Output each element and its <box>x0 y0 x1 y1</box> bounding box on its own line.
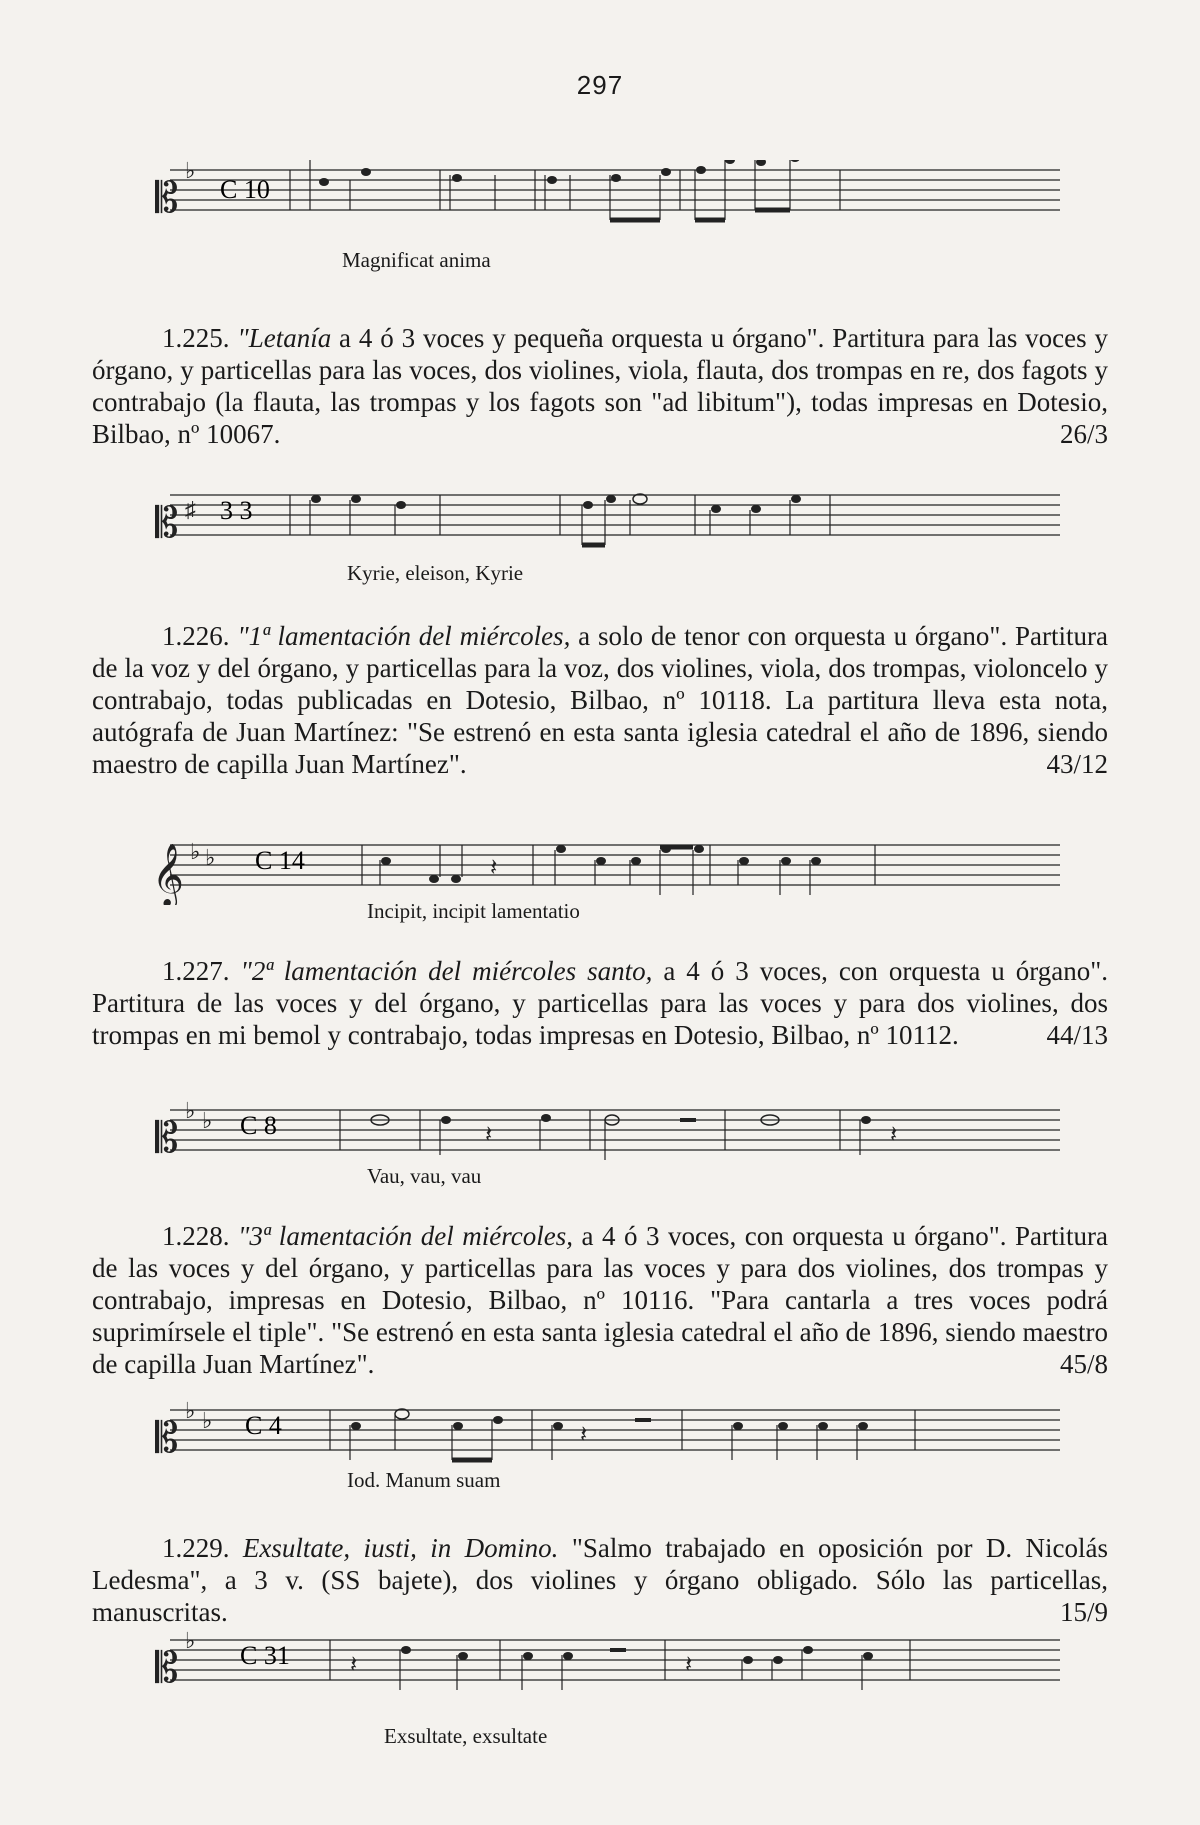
entry-code: 44/13 <box>1046 1020 1108 1050</box>
clef-code: C 4 <box>245 1411 282 1440</box>
entry-text: a 4 ó 3 voces, con orquesta u órgano". Partitura de las voces y del órgano, y particellas para las voces y para dos violines, dos trompas y contrabajo, impresas en Dotesio, Bilbao, nº 10116. "Para cantarla a tres voces podrá suprimírsele el tiple". "Se estrenó en esta santa iglesia catedral el año de 1896, siendo maestro de capilla Juan Martínez". <box>92 1221 1109 1379</box>
entry-text: a 4 ó 3 voces y pequeña orquesta u órgano". Partitura para las voces y órgano, y particellas para las voces, dos violines, viola, flauta, dos trompas en re, dos fagots y contrabajo (la flauta, las trompas y los fagots son "ad libitum"), todas impresas en Dotesio, Bilbao, nº 10067. <box>92 323 1108 449</box>
catalog-entry <box>92 322 1108 450</box>
staff-notation <box>150 160 1080 230</box>
incipit-caption: Exsultate, exsultate <box>384 1724 548 1748</box>
entry-number: 1.228. <box>162 1221 230 1251</box>
catalog-entry <box>92 955 1108 1051</box>
staff-notation <box>150 835 1080 905</box>
catalog-entry <box>92 1220 1108 1380</box>
svg-text:♭: ♭ <box>202 1108 213 1133</box>
clef-code: C 8 <box>240 1111 277 1140</box>
entry-number: 1.227. <box>162 956 230 986</box>
svg-text:𝄽: 𝄽 <box>485 1122 493 1148</box>
clef-code: 3 3 <box>220 496 253 525</box>
entry-title: "1ª lamentación del miércoles, <box>237 621 571 651</box>
svg-text:𝄽: 𝄽 <box>490 855 498 881</box>
svg-text:♭: ♭ <box>185 1100 196 1123</box>
staff-notation <box>150 1400 1080 1470</box>
entry-text: a 4 ó 3 voces, con orquesta u órgano". Partitura de las voces y del órgano, y particellas para las voces y para dos violines, dos trompas en mi bemol y contrabajo, todas impresas en Dotesio, Bilbao, nº 10112. <box>92 956 1109 1050</box>
svg-text:𝄡: 𝄡 <box>155 498 179 547</box>
svg-text:𝄞: 𝄞 <box>152 843 184 905</box>
entry-code: 43/12 <box>1046 749 1108 779</box>
staff-notation <box>150 485 1080 555</box>
incipit-caption: Incipit, incipit lamentatio <box>367 899 580 923</box>
catalog-entry <box>92 620 1108 780</box>
svg-text:♭: ♭ <box>185 160 196 183</box>
incipit-caption: Magnificat anima <box>342 248 491 272</box>
entry-title: "3ª lamentación del miércoles, <box>238 1221 574 1251</box>
catalog-entry <box>92 1532 1108 1628</box>
incipit-caption: Vau, vau, vau <box>367 1164 482 1188</box>
svg-text:♭: ♭ <box>185 1630 196 1653</box>
music-incipit <box>150 835 1080 935</box>
entry-code: 15/9 <box>1059 1597 1108 1627</box>
staff-notation <box>150 1100 1080 1170</box>
svg-text:𝄽: 𝄽 <box>580 1422 588 1448</box>
entry-title: Exsultate, iusti, in Domino. <box>242 1533 559 1563</box>
entry-number: 1.225. <box>162 323 230 353</box>
incipit-caption: Kyrie, eleison, Kyrie <box>347 561 524 585</box>
entry-code: 26/3 <box>1059 419 1108 449</box>
svg-text:𝄡: 𝄡 <box>155 173 179 222</box>
entry-title: "2ª lamentación del miércoles santo, <box>240 956 653 986</box>
svg-text:♯: ♯ <box>185 497 196 522</box>
music-incipit <box>150 1400 1080 1500</box>
svg-text:𝄽: 𝄽 <box>685 1652 693 1678</box>
svg-text:♭: ♭ <box>190 839 201 864</box>
svg-text:𝄡: 𝄡 <box>155 1413 179 1462</box>
clef-code: C 31 <box>240 1641 290 1670</box>
entry-number: 1.229. <box>162 1533 230 1563</box>
music-incipit <box>150 1100 1080 1200</box>
entry-code: 45/8 <box>1059 1349 1108 1379</box>
svg-text:𝄽: 𝄽 <box>350 1652 358 1678</box>
svg-text:♭: ♭ <box>185 1400 196 1423</box>
clef-code: C 10 <box>220 175 270 204</box>
entry-title: "Letanía <box>237 323 332 353</box>
entry-number: 1.226. <box>162 621 230 651</box>
entry-text: "Salmo trabajado en oposición por D. Nicolás Ledesma", a 3 v. (SS bajete), dos violines y órgano obligado. Sólo las particellas, manuscritas. <box>92 1533 1109 1627</box>
svg-text:𝄽: 𝄽 <box>890 1122 898 1148</box>
incipit-caption: Iod. Manum suam <box>347 1468 501 1492</box>
svg-text:𝄡: 𝄡 <box>155 1113 179 1162</box>
music-incipit <box>150 485 1080 585</box>
entry-text: a solo de tenor con orquesta u órgano". Partitura de la voz y del órgano, y particellas para la voz, dos violines, viola, dos trompas, violoncelo y contrabajo, todas publicadas en Dotesio, Bilbao, nº 10118. La partitura lleva esta nota, autógrafa de Juan Martínez: "Se estrenó en esta santa iglesia catedral el año de 1896, siendo maestro de capilla Juan Martínez". <box>92 621 1109 779</box>
clef-code: C 14 <box>255 846 305 875</box>
svg-text:𝄡: 𝄡 <box>155 1643 179 1692</box>
music-incipit <box>150 1630 1080 1748</box>
page-number: 297 <box>576 70 624 100</box>
svg-text:♭: ♭ <box>202 1408 213 1433</box>
svg-text:♭: ♭ <box>205 845 216 870</box>
music-incipit <box>150 160 1080 272</box>
staff-notation <box>150 1630 1080 1700</box>
